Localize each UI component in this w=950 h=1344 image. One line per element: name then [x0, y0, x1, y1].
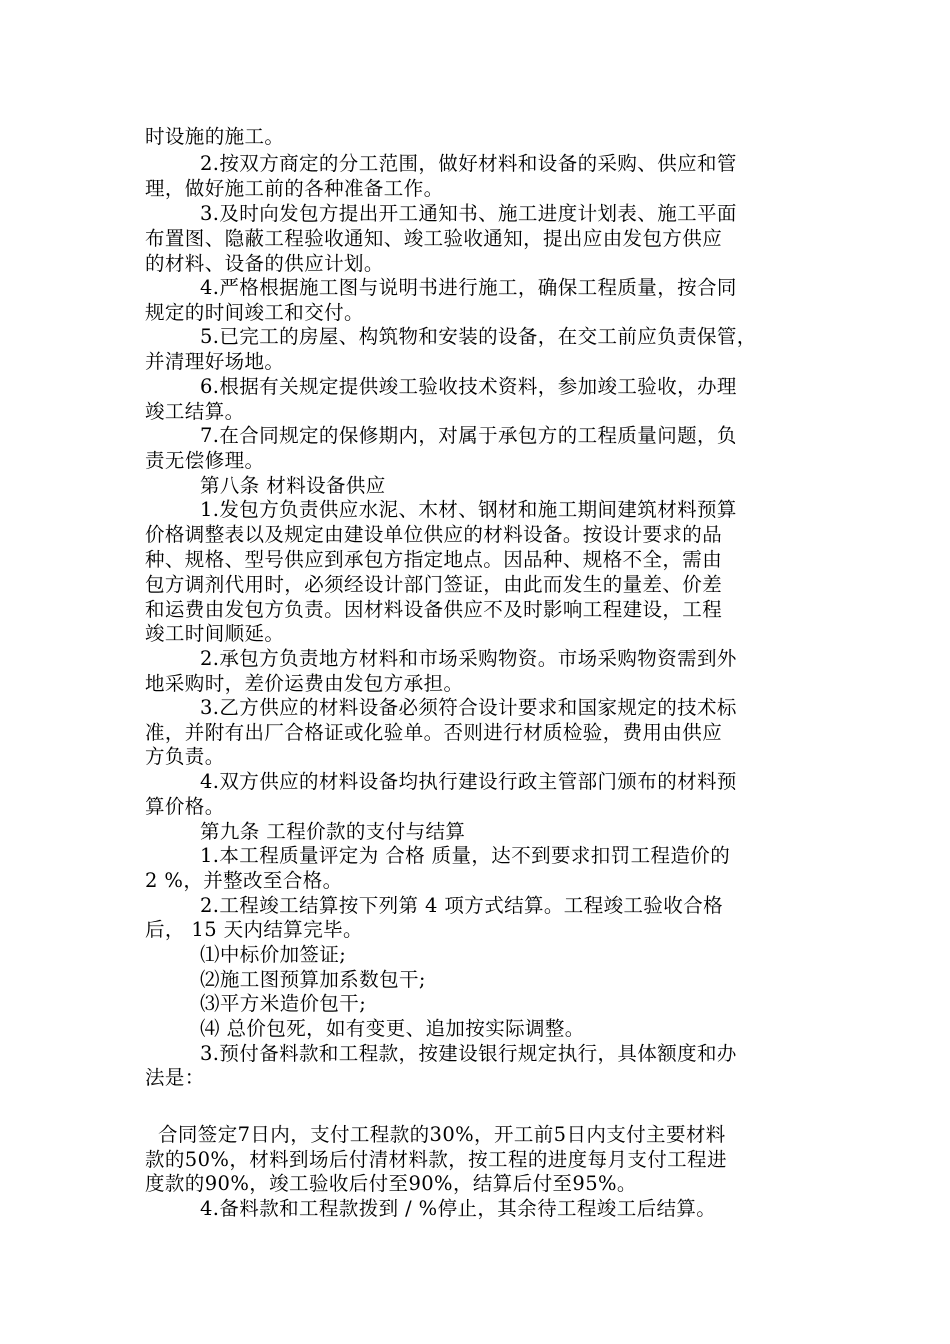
text-line: 2 %，并整改至合格。 [145, 869, 343, 892]
text-line: 款的50%，材料到场后付清材料款，按工程的进度每月支付工程进 [145, 1148, 727, 1171]
text-line: 种、规格、型号供应到承包方指定地点。因品种、规格不全，需由 [145, 548, 723, 571]
text-line: 和运费由发包方负责。因材料设备供应不及时影响工程建设，工程 [145, 598, 723, 621]
text-line: 责无偿修理。 [145, 449, 265, 472]
text-line: 6.根据有关规定提供竣工验收技术资料，参加竣工验收，办理 [200, 375, 737, 398]
text-line: 后， 15 天内结算完毕。 [145, 918, 363, 941]
text-line: 算价格。 [145, 795, 225, 818]
text-line: 地采购时，差价运费由发包方承担。 [145, 672, 464, 695]
text-line: 1.发包方负责供应水泥、木材、钢材和施工期间建筑材料预算 [200, 498, 737, 521]
text-line: 方负责。 [145, 745, 225, 768]
text-line: 竣工结算。 [145, 400, 245, 423]
section-heading: 第八条 材料设备供应 [200, 474, 386, 497]
text-line: 4.备料款和工程款拨到 / %停止，其余待工程竣工后结算。 [200, 1197, 717, 1220]
text-line: 2.承包方负责地方材料和市场采购物资。市场采购物资需到外 [200, 647, 737, 670]
text-line: 2.按双方商定的分工范围，做好材料和设备的采购、供应和管 [200, 152, 737, 175]
text-line: 7.在合同规定的保修期内，对属于承包方的工程质量问题，负 [200, 424, 737, 447]
text-line: 布置图、隐蔽工程验收通知、竣工验收通知，提出应由发包方供应 [145, 227, 723, 250]
list-item: ⑴中标价加签证; [200, 943, 347, 966]
text-line: 4.严格根据施工图与说明书进行施工，确保工程质量，按合同 [200, 276, 737, 299]
text-line: 价格调整表以及规定由建设单位供应的材料设备。按设计要求的品 [145, 523, 723, 546]
text-line: 2.工程竣工结算按下列第 4 项方式结算。工程竣工验收合格 [200, 894, 724, 917]
list-item: ⑵施工图预算加系数包干; [200, 968, 426, 991]
text-line: 度款的90%，竣工验收后付至90%，结算后付至95%。 [145, 1172, 637, 1195]
text-line: 1.本工程质量评定为 合格 质量，达不到要求扣罚工程造价的 [200, 844, 731, 867]
text-line: 竣工时间顺延。 [145, 622, 285, 645]
section-heading: 第九条 工程价款的支付与结算 [200, 820, 466, 843]
text-line: 3.乙方供应的材料设备必须符合设计要求和国家规定的技术标 [200, 696, 737, 719]
list-item: ⑶平方米造价包干; [200, 992, 367, 1015]
text-line: 合同签定7日内，支付工程款的30%，开工前5日内支付主要材料 [158, 1123, 726, 1146]
text-line: 3.预付备料款和工程款，按建设银行规定执行，具体额度和办 [200, 1042, 737, 1065]
text-line: 的材料、设备的供应计划。 [145, 252, 384, 275]
text-line: 理，做好施工前的各种准备工作。 [145, 177, 444, 200]
text-line: 法是： [145, 1066, 205, 1089]
text-line: 并清理好场地。 [145, 350, 285, 373]
text-line: 包方调剂代用时，必须经设计部门签证，由此而发生的量差、价差 [145, 573, 723, 596]
text-line: 准，并附有出厂合格证或化验单。否则进行材质检验，费用由供应 [145, 721, 723, 744]
text-line: 4.双方供应的材料设备均执行建设行政主管部门颁布的材料预 [200, 770, 737, 793]
text-line: 3.及时向发包方提出开工通知书、施工进度计划表、施工平面 [200, 202, 737, 225]
list-item: ⑷ 总价包死，如有变更、追加按实际调整。 [200, 1017, 585, 1040]
text-line: 时设施的施工。 [145, 125, 285, 148]
text-line: 规定的时间竣工和交付。 [145, 301, 364, 324]
text-line: 5.已完工的房屋、构筑物和安装的设备，在交工前应负责保管， [200, 325, 757, 348]
